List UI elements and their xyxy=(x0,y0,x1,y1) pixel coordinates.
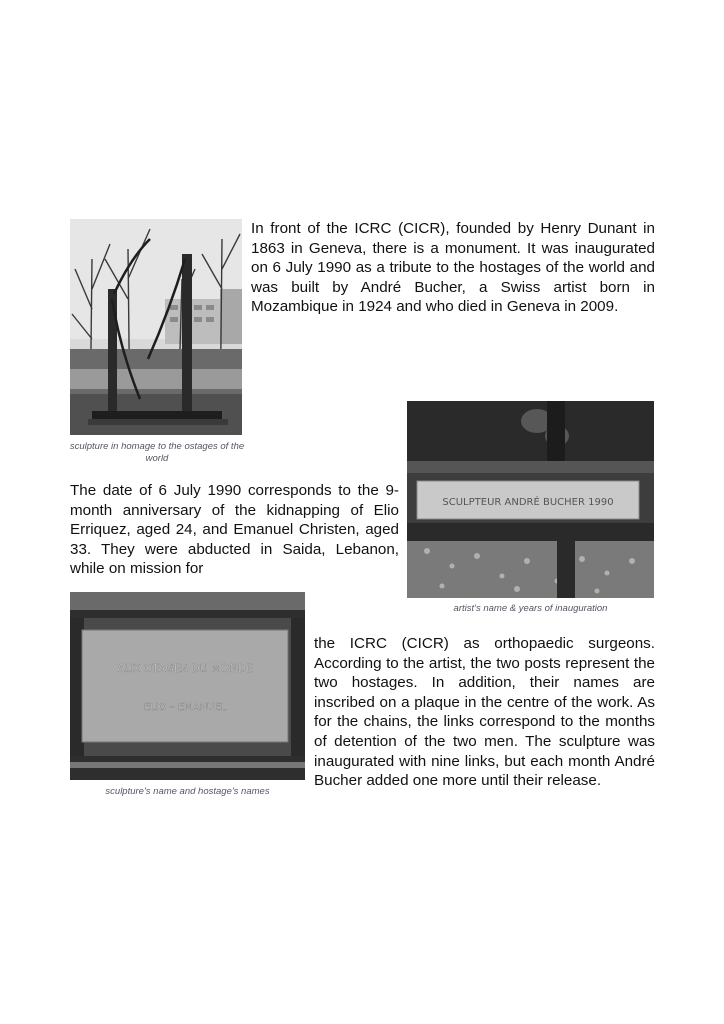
plaque-names-text: ELIO – EMANUEL xyxy=(143,702,227,713)
names-caption: sculpture's name and hostage's names xyxy=(105,786,270,797)
artist-plaque-photo xyxy=(407,401,654,598)
artist-caption: artist's name & years of inauguration xyxy=(453,603,608,614)
sculpture-caption: sculpture in homage to the ostages of the world xyxy=(69,441,245,464)
continuation-paragraph: the ICRC (CICR) as orthopaedic surgeons. According to the artist, the two posts represent the two hostages. In addition, their names are inscribed on a plaque in the centre of the work. As for the chains, the links correspond to the months of detention of the two men. The sculpture was inaugurated with nine links, but each month André Bucher added one more until their release. xyxy=(314,635,655,790)
plaque-title-text: AUX OTAGES DU MONDE xyxy=(116,662,254,675)
date-paragraph: The date of 6 July 1990 corresponds to the 9-month anniversary of the kidnapping of Elio Erriquez, aged 24, and Emanuel Christen, aged 33. They were abducted in Saida, Lebanon, while on mission for xyxy=(70,482,399,578)
intro-paragraph: In front of the ICRC (CICR), founded by Henry Dunant in 1863 in Geneva, there is a monument. It was inaugurated on 6 July 1990 as a tribute to the hostages of the world and was built by André Bucher, a Swiss artist born in Mozambique in 1924 and who died in Geneva in 2009. xyxy=(251,220,655,316)
sculpture-photo xyxy=(70,219,242,435)
names-plaque-photo xyxy=(70,592,305,780)
artist-plaque-text: SCULPTEUR ANDRÉ BUCHER 1990 xyxy=(442,497,614,508)
